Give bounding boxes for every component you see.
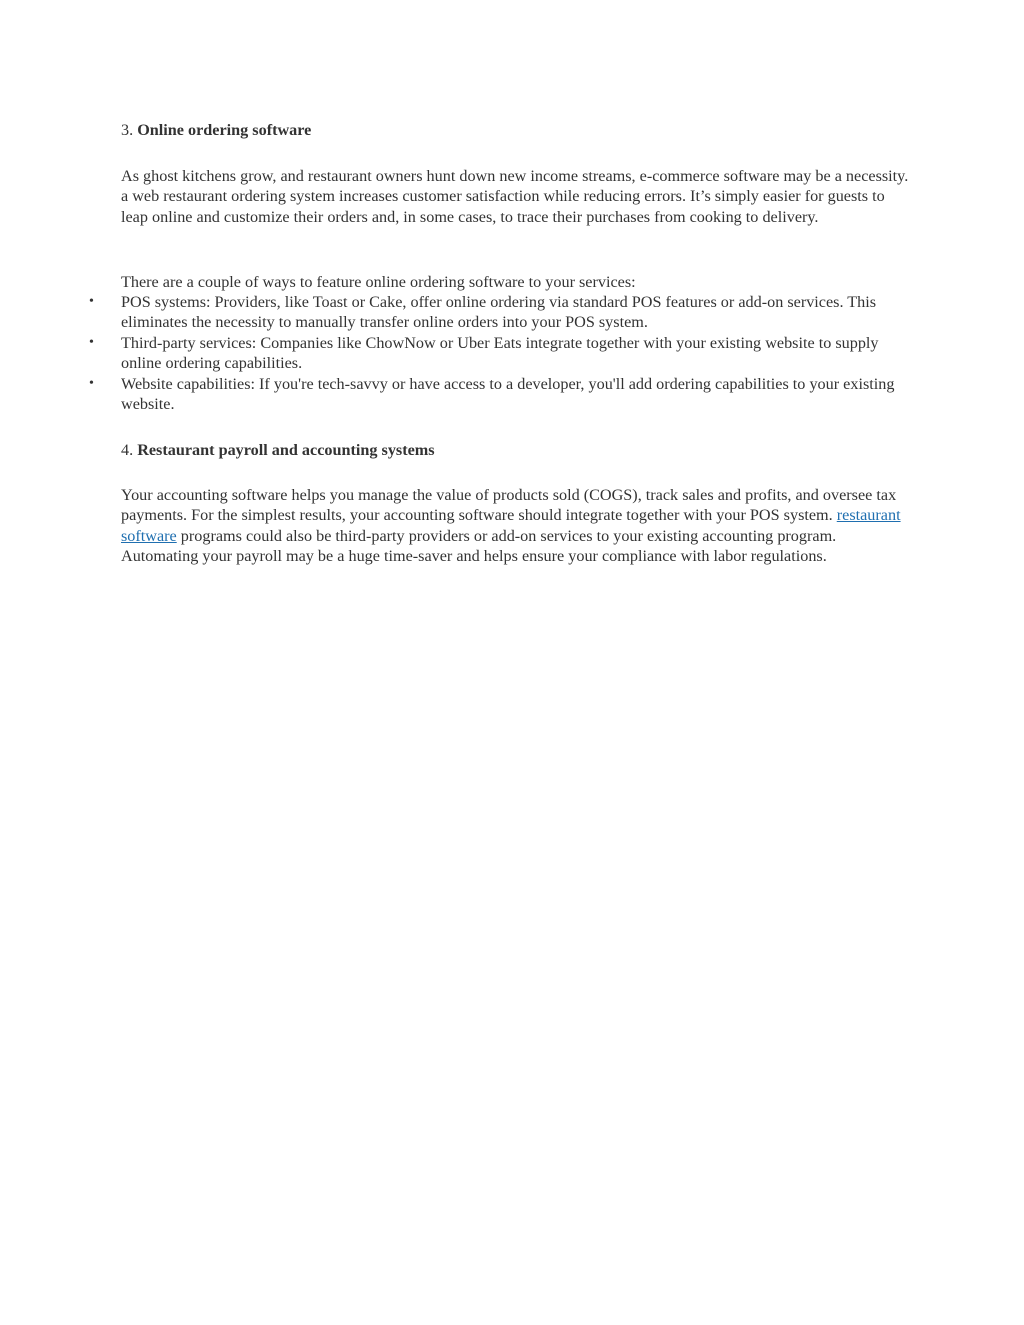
restaurant-software-link[interactable]: restaurant software (121, 506, 901, 545)
paragraph-text-before-link: Your accounting software helps you manage the value of products sold (COGS), track sales and profits, and oversee tax payments. For the simplest results, your accounting software should integrate together with your POS system. (121, 486, 897, 525)
list-item (0, 333, 911, 374)
section-4-heading (121, 440, 911, 460)
list-item (0, 374, 911, 415)
section-4-number: 4. (121, 441, 138, 459)
section-3-number: 3. (121, 121, 138, 139)
bullet-icon: • (89, 294, 94, 309)
list-item (0, 292, 911, 333)
bullet-icon: • (89, 375, 94, 391)
section-3-title: Online ordering software (137, 121, 312, 139)
list-item-text: Website capabilities: If you're tech-savvy or have access to a developer, you'll add ordering capabilities to your existing website. (121, 374, 895, 414)
bullet-icon: • (89, 334, 94, 350)
ordering-options-list (0, 292, 1024, 414)
list-item-text: Third-party services: Companies like ChowNow or Uber Eats integrate together with your existing website to supply online ordering capabilities. (121, 333, 879, 373)
section-3-heading (121, 120, 911, 140)
section-4-paragraph (121, 485, 911, 567)
section-3-paragraph: As ghost kitchens grow, and restaurant owners hunt down new income streams, e-commerce software may be a necessity. a web restaurant ordering system increases customer satisfaction while reducing errors. It’s simply easier for guests to leap online and customize their orders and, in some cases, to trace their purchases from cooking to delivery. (121, 167, 909, 226)
paragraph-text-after-link: programs could also be third-party providers or add-on services to your existing accounting program. Automating your payroll may be a huge time-saver and helps ensure your compliance with labor regulations. (121, 526, 837, 566)
section-3-intro: There are a couple of ways to feature online ordering software to your services: (121, 273, 636, 291)
list-item-text: POS systems: Providers, like Toast or Cake, offer online ordering via standard POS features or add-on services. This eliminates the necessity to manually transfer online orders into your POS system. (121, 293, 877, 332)
section-4-title: Restaurant payroll and accounting systems (137, 441, 435, 459)
